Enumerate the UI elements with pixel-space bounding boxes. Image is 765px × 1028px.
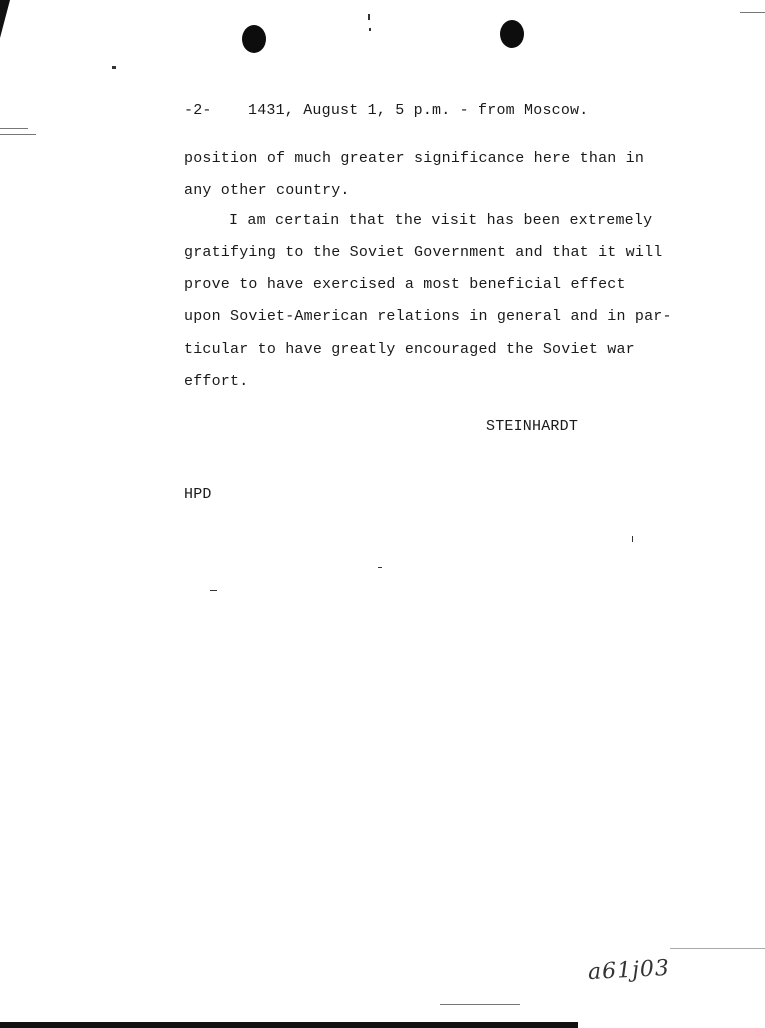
initials: HPD	[184, 486, 212, 503]
body-line: ticular to have greatly encouraged the Soviet war	[184, 341, 635, 358]
edge-scan-line	[740, 12, 765, 13]
signature: STEINHARDT	[486, 418, 579, 435]
body-line: position of much greater significance here than in	[184, 150, 645, 167]
scan-speck	[632, 536, 633, 542]
punch-hole-right	[500, 20, 524, 48]
body-line: prove to have exercised a most beneficial effect	[184, 276, 626, 293]
body-line: upon Soviet-American relations in general and in par-	[184, 308, 672, 325]
edge-scan-line	[440, 1004, 520, 1005]
scan-speck	[210, 590, 217, 591]
scan-speck	[112, 66, 116, 69]
bottom-scan-bar	[0, 1022, 578, 1028]
body-line: any other country.	[184, 182, 350, 199]
body-line: effort.	[184, 373, 249, 390]
punch-hole-left	[242, 25, 266, 53]
telegram-reference: 1431, August 1, 5 p.m. - from Moscow.	[248, 102, 589, 119]
body-line: I am certain that the visit has been extremely	[229, 212, 653, 229]
handwritten-note: a61j03	[587, 955, 671, 986]
scan-speck	[368, 14, 370, 20]
telegram-header	[184, 102, 588, 120]
scan-speck	[369, 28, 371, 31]
body-line: gratifying to the Soviet Government and that it will	[184, 244, 663, 261]
page-number: -2-	[184, 102, 212, 119]
edge-scan-line	[670, 948, 765, 949]
scan-speck	[378, 567, 382, 568]
corner-scan-mark	[0, 0, 10, 38]
edge-scan-line	[0, 134, 36, 135]
edge-scan-line	[0, 128, 28, 129]
